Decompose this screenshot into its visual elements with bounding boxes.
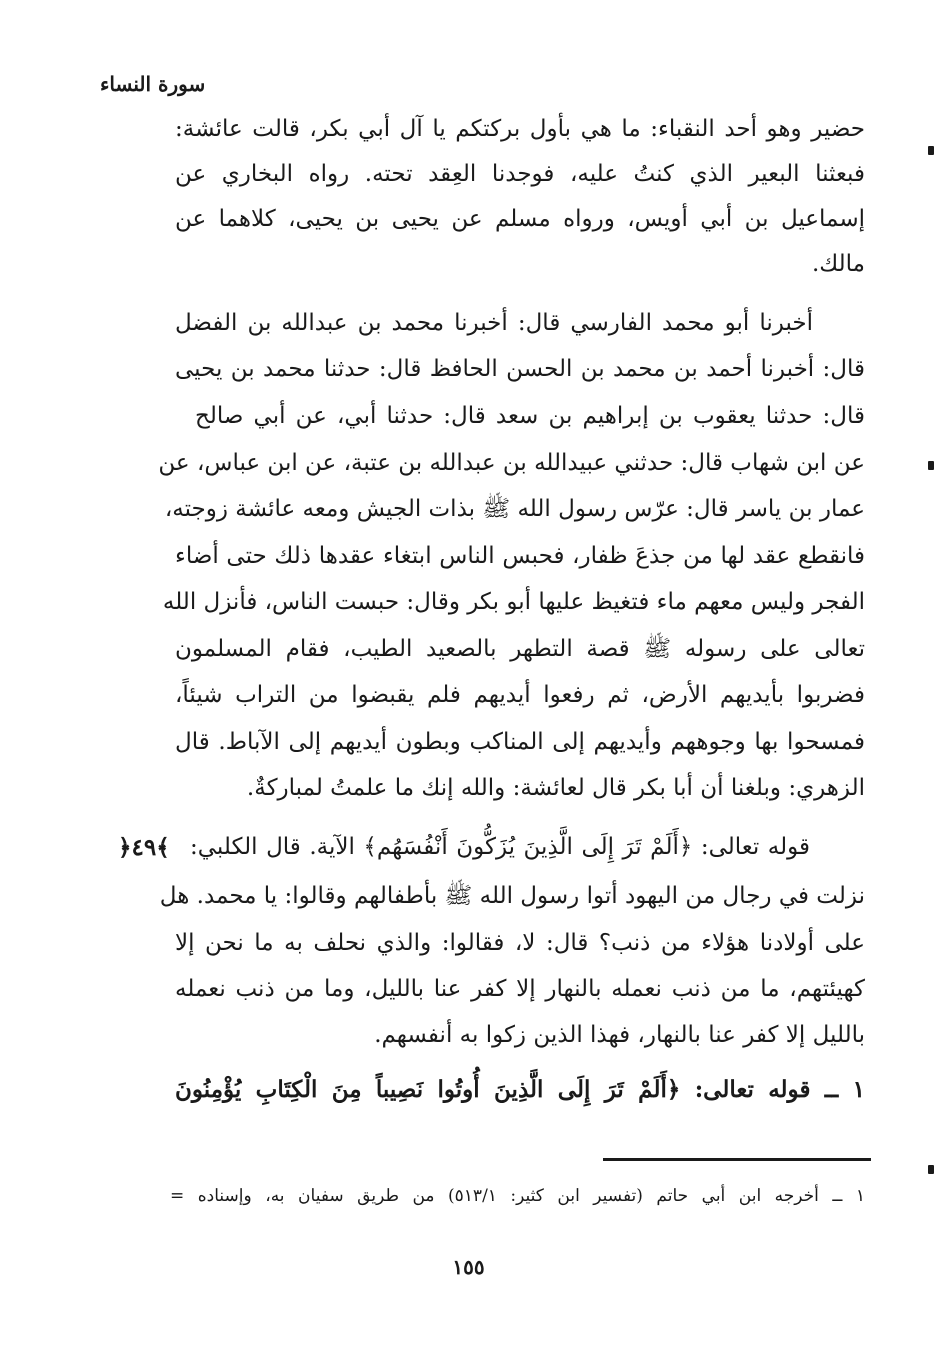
margin-bullet [928, 146, 934, 155]
text-line: عن ابن شهاب قال: حدثني عبيدالله بن عبدالله بن عتبة، عن ابن عباس، عن [158, 450, 865, 476]
text-line: قال: حدثنا يعقوب بن إبراهيم بن سعد قال: حدثنا أبي، عن أبي صالح [195, 403, 865, 429]
text-line: فمسحوا بها وجوههم وأيديهم إلى المناكب وبطون أيديهم إلى الآباط. قال [175, 729, 865, 755]
text-line: عمار بن ياسر قال: عرّس رسول الله ﷺ بذات الجيش ومعه عائشة زوجته، [164, 496, 865, 522]
text-line: الزهري: وبلغنا أن أبا بكر قال لعائشة: والله إنك ما علمتُ لمباركةٌ. [246, 775, 865, 801]
footnote-rule [603, 1158, 871, 1161]
text-line: على أولادنا هؤلاء من ذنب؟ قال: لا، فقالوا: والذي نحلف به ما نحن إلا [175, 930, 865, 956]
footnote: ١ ــ أخرجه ابن أبي حاتم (تفسير ابن كثير: ٥١٣/١) من طريق سفيان به، وإسناده = [170, 1186, 865, 1206]
text-line: نزلت في رجال من اليهود أتوا رسول الله ﷺ بأطفالهم وقالوا: يا محمد. هل [159, 883, 865, 909]
text-line: حضير وهو أحد النقباء: ما هي بأول بركتكم يا آل أبي بكر، قالت عائشة: [175, 116, 865, 142]
text-line: قال: أخبرنا أحمد بن محمد بن الحسن الحافظ قال: حدثنا محمد بن يحيى [175, 356, 865, 382]
margin-bullet [928, 461, 934, 470]
text-line: أخبرنا أبو محمد الفارسي قال: أخبرنا محمد بن عبدالله بن الفضل [175, 310, 813, 336]
running-header: سورة النساء [100, 72, 206, 96]
verse-line: ١ ــ قوله تعالى: ﴿أَلَمْ تَرَ إِلَى الَّذِينَ أُوتُوا نَصِيباً مِنَ الْكِتَابِ يُؤْمِنُونَ [175, 1076, 865, 1103]
text-line: كهيئتهم، ما من ذنب نعمله بالنهار إلا كفر عنا بالليل، وما من ذنب نعمله [175, 976, 865, 1002]
text-line: فبعثنا البعير الذي كنتُ عليه، فوجدنا العِقد تحته. رواه البخاري عن [175, 161, 865, 187]
text-line: فضربوا بأيديهم الأرض، ثم رفعوا أيديهم فلم يقبضوا من التراب شيئاً، [175, 682, 865, 708]
text-line: الفجر وليس معهم ماء فتغيظ عليها أبو بكر وقال: حبست الناس، فأنزل الله [162, 589, 865, 615]
text-line: إسماعيل بن أبي أويس، ورواه مسلم عن يحيى بن يحيى، كلاهما عن [175, 206, 865, 232]
text-line: قوله تعالى: ﴿أَلَمْ تَرَ إِلَى الَّذِينَ يُزَكُّونَ أَنْفُسَهُم﴾ الآية. قال الكلبي: [190, 834, 810, 860]
page-number: ١٥٥ [452, 1255, 485, 1279]
text-line: بالليل إلا كفر عنا بالنهار، فهذا الذين زكوا به أنفسهم. [374, 1022, 865, 1048]
text-line: فانقطع عقد لها من جذعَ ظفار، فحبس الناس ابتغاء عقدها ذلك حتى أضاء [175, 543, 865, 569]
text-line: تعالى على رسوله ﷺ قصة التطهر بالصعيد الطيب، فقام المسلمون [175, 636, 865, 662]
verse-number: ﴿٤٩﴾ [118, 834, 170, 861]
margin-bullet [928, 1165, 934, 1174]
text-line: مالك. [811, 251, 865, 277]
